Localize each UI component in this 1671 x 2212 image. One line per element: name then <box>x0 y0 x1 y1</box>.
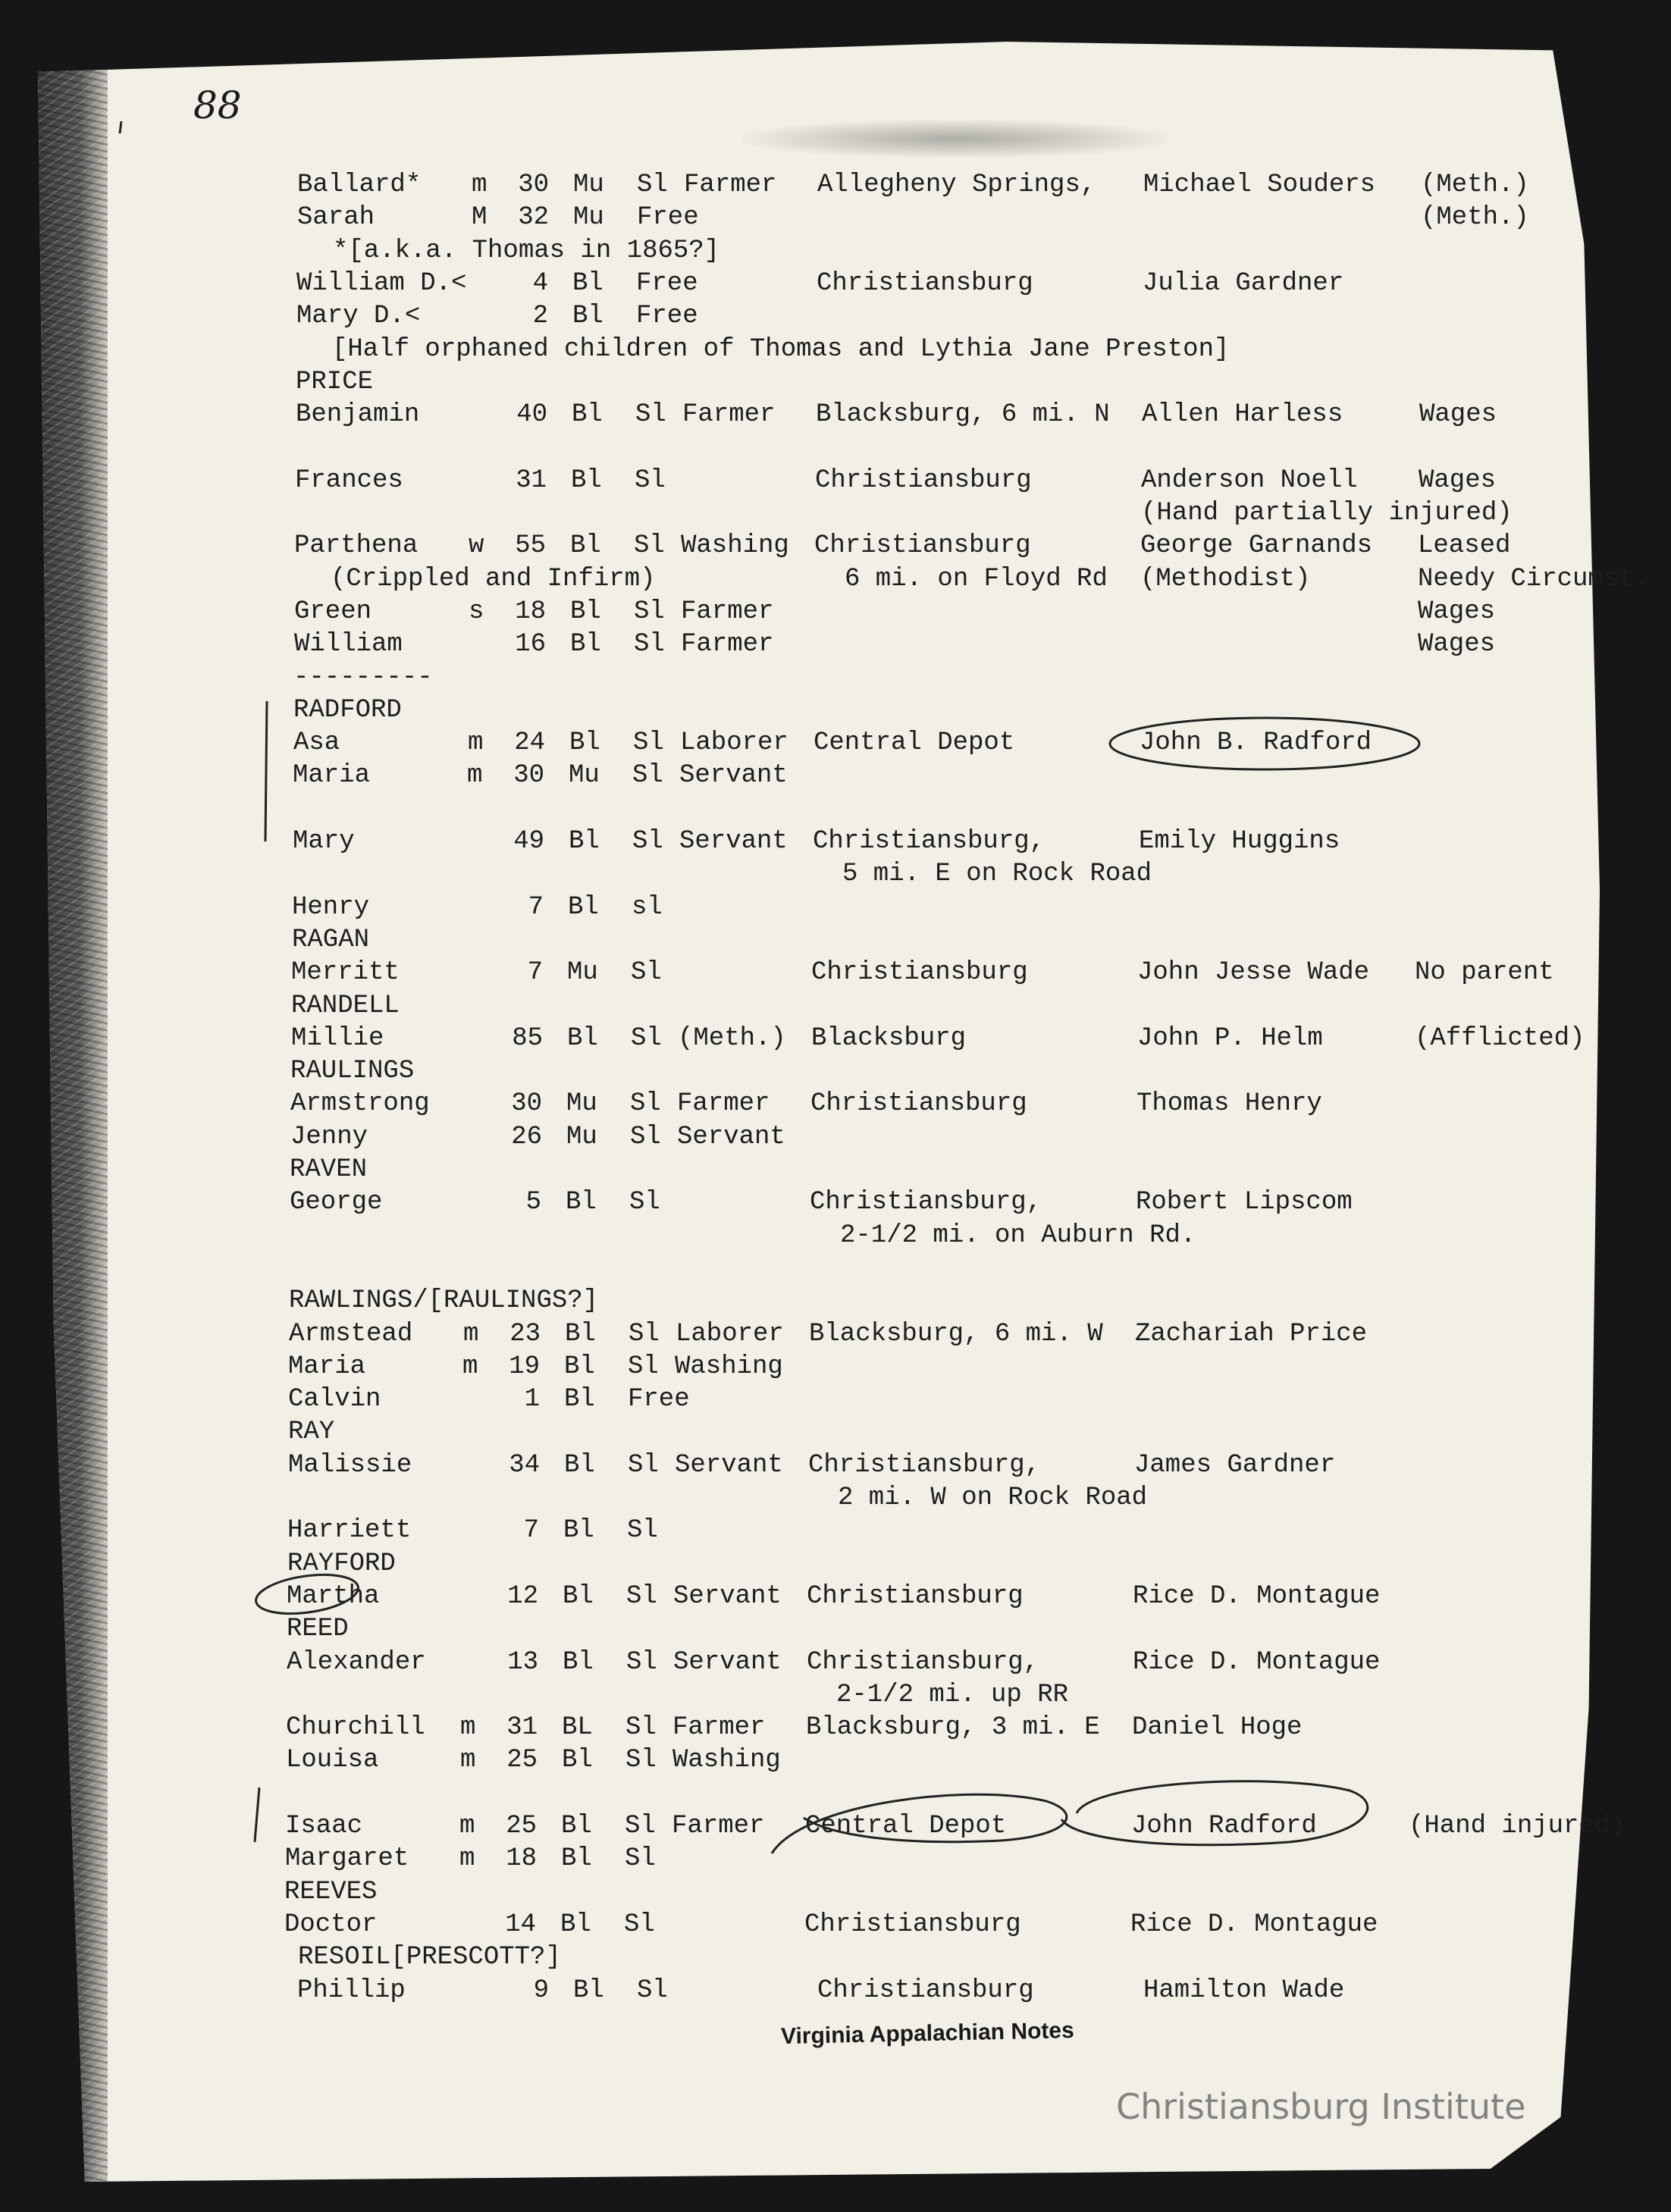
cell-employer: Michael Souders <box>1143 171 1376 199</box>
cell-race: Bl <box>562 1746 593 1775</box>
cell-employer: John Radford <box>1131 1812 1317 1841</box>
cell-name: Martha <box>287 1581 380 1611</box>
cell-place: Blacksburg <box>811 1023 967 1053</box>
cell-place: Blacksburg, 3 mi. E <box>806 1713 1100 1743</box>
cell-note: No parent <box>1415 958 1554 988</box>
cell-age: 7 <box>523 1516 539 1546</box>
cell-race: Mu <box>566 1122 597 1151</box>
cell-place: Christiansburg, <box>807 1647 1039 1677</box>
cell-status: Sl <box>625 1812 656 1841</box>
cell-note: (Meth.) <box>1421 203 1529 233</box>
cell-occ: Farmer <box>681 630 774 660</box>
cell-status: Sl <box>625 1713 657 1743</box>
cell-sex: m <box>460 1746 476 1775</box>
cell-race: Mu <box>567 958 598 988</box>
cell-race: Bl <box>572 302 604 331</box>
cell-place2: 6 mi. on Floyd Rd <box>845 564 1108 594</box>
cell-name: George <box>290 1188 383 1217</box>
cell-race: Bl <box>572 400 603 430</box>
cell-race: Bl <box>564 1385 595 1415</box>
cell-sex: m <box>463 1319 479 1349</box>
cell-place: Christiansburg, <box>813 827 1046 856</box>
footer-title: Virginia Appalachian Notes <box>780 2017 1075 2050</box>
cell-employer: Emily Huggins <box>1139 827 1340 856</box>
cell-status: Sl <box>629 1319 660 1349</box>
cell-status: Sl <box>631 958 662 988</box>
cell-status: Sl <box>626 1581 657 1611</box>
cell-status: Sl <box>634 531 665 561</box>
cell-surname: RAULINGS <box>290 1057 415 1086</box>
cell-note: Wages <box>1419 465 1497 495</box>
cell-age: 40 <box>516 400 547 430</box>
cell-occ: Laborer <box>676 1319 784 1349</box>
cell-age: 12 <box>507 1581 538 1611</box>
cell-age: 18 <box>515 597 546 626</box>
cell-race: Bl <box>570 630 601 660</box>
cell-name: Churchill <box>286 1713 425 1743</box>
cell-place: Christiansburg <box>817 1975 1034 2005</box>
cell-name: Armstead <box>289 1319 413 1349</box>
cell-place: Christiansburg, <box>810 1188 1042 1217</box>
cell-occ: Farmer <box>684 171 777 199</box>
cell-name: Armstrong <box>290 1089 430 1119</box>
cell-race: Bl <box>561 1812 592 1841</box>
cell-age: 2 <box>532 302 548 331</box>
cell-name: Mary D.< <box>296 302 421 331</box>
cell-note: (Hand injured) <box>1409 1812 1626 1841</box>
cell-occ: Washing <box>672 1746 781 1775</box>
cell-sex: w <box>469 531 484 561</box>
cell-employer: Julia Gardner <box>1143 268 1344 298</box>
cell-occ: Servant <box>673 1581 782 1611</box>
cell-name: Benjamin <box>296 400 420 430</box>
cell-surname: RAGAN <box>292 925 370 954</box>
cell-status: Sl <box>635 400 666 430</box>
cell-sex: m <box>459 1844 475 1874</box>
cell-place: Christiansburg <box>810 1089 1027 1119</box>
cell-sex: m <box>460 1713 476 1743</box>
cell-name: Parthena <box>294 531 419 561</box>
john-radford-circle <box>1061 1781 1368 1845</box>
radford-margin-bracket <box>265 701 267 841</box>
cell-name: Henry <box>292 892 370 922</box>
cell-text: *[a.k.a. Thomas in 1865?] <box>333 236 720 265</box>
cell-text: [Half orphaned children of Thomas and Lythia Jane Preston] <box>332 334 1230 364</box>
cell-status: Sl <box>634 630 665 660</box>
cell-age: 7 <box>528 892 544 922</box>
cell-status: Sl <box>634 597 665 626</box>
cell-name: Calvin <box>288 1385 381 1415</box>
cell-race: Bl <box>560 1910 591 1939</box>
cell-status: sl <box>632 892 663 922</box>
cell-status: Sl <box>625 1746 657 1775</box>
cell-name: Mary <box>293 827 355 856</box>
cell-race: Mu <box>566 1089 597 1119</box>
cell-employer: Hamilton Wade <box>1143 1975 1345 2005</box>
cell-place: Blacksburg, 6 mi. W <box>809 1319 1103 1349</box>
cell-age: 18 <box>506 1844 537 1874</box>
cell-occ: Farmer <box>677 1089 770 1119</box>
cell-surname: RAY <box>288 1418 335 1447</box>
cell-surname: REED <box>287 1615 349 1644</box>
cell-occ: Servant <box>679 827 788 856</box>
cell-employer: Rice D. Montague <box>1133 1647 1381 1677</box>
cell-race: Bl <box>572 268 604 298</box>
cell-status: Sl <box>635 465 666 495</box>
cell-surname: RANDELL <box>291 991 400 1020</box>
cell-age: 5 <box>525 1188 541 1217</box>
cell-race: Bl <box>569 827 600 856</box>
cell-status: Sl <box>630 1089 661 1119</box>
cell-race: Bl <box>561 1844 592 1874</box>
cell-sex: m <box>468 728 484 758</box>
cell-race: Mu <box>573 203 604 233</box>
cell-place: Christiansburg <box>814 531 1031 561</box>
cell-surname: RAWLINGS/[RAULINGS?] <box>289 1286 599 1316</box>
cell-note: Wages <box>1418 597 1496 626</box>
cell-status: Sl <box>624 1910 655 1939</box>
cell-age: 4 <box>532 268 548 298</box>
cell-name: Louisa <box>286 1746 379 1775</box>
cell-employer: Thomas Henry <box>1136 1089 1322 1119</box>
cell-sex: m <box>472 171 488 199</box>
cell-place2: 5 mi. E on Rock Road <box>842 860 1152 889</box>
cell-age: 31 <box>506 1713 538 1743</box>
cell-race: Bl <box>571 465 602 495</box>
cell-place: Christiansburg, <box>808 1450 1041 1480</box>
cell-status: Sl <box>632 761 663 791</box>
cell-occ: Servant <box>675 1450 783 1480</box>
cell-status: Sl <box>626 1647 657 1677</box>
cell-surname: RADFORD <box>293 695 402 725</box>
cell-name: Margaret <box>285 1844 409 1874</box>
cell-age: 16 <box>515 630 546 660</box>
cell-sex: M <box>472 203 488 233</box>
cell-age: 85 <box>512 1023 543 1053</box>
cell-age: 24 <box>514 728 545 758</box>
cell-employer: James Gardner <box>1134 1450 1336 1480</box>
cell-name: Alexander <box>287 1647 426 1677</box>
isaac-margin-tick <box>255 1787 259 1842</box>
cell-note: Wages <box>1418 630 1496 660</box>
cell-name: --------- <box>293 663 433 692</box>
cell-text: (Crippled and Infirm) <box>331 564 656 594</box>
cell-name: William <box>294 630 403 660</box>
cell-note: (Meth.) <box>1421 171 1529 199</box>
cell-surname: RAVEN <box>290 1155 368 1184</box>
cell-sex: s <box>469 597 484 626</box>
cell-status: Sl <box>631 1023 662 1053</box>
cell-employer: George Garnands <box>1140 531 1373 561</box>
cell-note: Needy Circumst. <box>1418 564 1651 594</box>
cell-race: Bl <box>564 1450 595 1480</box>
cell-name: Maria <box>293 761 371 791</box>
cell-race: Bl <box>564 1352 595 1381</box>
cell-age: 31 <box>516 465 547 495</box>
cell-place2: 2-1/2 mi. up RR <box>836 1680 1069 1709</box>
cell-note: Wages <box>1419 400 1497 430</box>
cell-name: Asa <box>293 728 340 758</box>
cell-place: Christiansburg <box>807 1581 1024 1611</box>
cell-occ: (Meth.) <box>678 1023 786 1053</box>
cell-race: Bl <box>570 597 601 626</box>
cell-name: Frances <box>295 465 403 495</box>
cell-status: Sl <box>627 1516 658 1546</box>
cell-place2: 2 mi. W on Rock Road <box>838 1484 1148 1512</box>
cell-age: 19 <box>509 1352 540 1381</box>
cell-age: 49 <box>513 827 544 856</box>
cell-race: Bl <box>566 1188 597 1217</box>
cell-place2: 2-1/2 mi. on Auburn Rd. <box>840 1220 1196 1250</box>
cell-status: Free <box>636 302 698 331</box>
cell-race: Bl <box>563 1516 594 1546</box>
cell-employer: Rice D. Montague <box>1133 1581 1381 1611</box>
cell-race: Bl <box>563 1581 594 1611</box>
cell-employer: John P. Helm <box>1137 1023 1323 1053</box>
cell-status: Free <box>628 1385 690 1415</box>
cell-sex: m <box>467 761 483 791</box>
cell-occ: Farmer <box>672 1812 765 1841</box>
cell-occ: Servant <box>673 1647 782 1677</box>
cell-name: Merritt <box>291 958 400 988</box>
cell-age: 1 <box>524 1385 540 1415</box>
cell-name: William D.< <box>296 268 467 298</box>
cell-surname: REEVES <box>284 1877 378 1907</box>
cell-status: Sl <box>628 1450 659 1480</box>
cell-place: Blacksburg, 6 mi. N <box>816 400 1110 430</box>
cell-age: 9 <box>533 1975 549 2005</box>
cell-name: Maria <box>288 1352 366 1381</box>
cell-occ: Farmer <box>681 597 774 626</box>
cell-race: Bl <box>565 1319 596 1349</box>
cell-name: Phillip <box>297 1975 406 2005</box>
cell-name: Jenny <box>290 1122 368 1151</box>
cell-place: Central Depot <box>814 728 1015 758</box>
john-b-radford-circle <box>1110 718 1419 769</box>
cell-employer: John Jesse Wade <box>1137 958 1370 988</box>
cell-occ: Servant <box>677 1122 785 1151</box>
cell-employer: Robert Lipscom <box>1136 1188 1353 1217</box>
cell-race: Bl <box>568 892 599 922</box>
cell-age: 26 <box>511 1122 542 1151</box>
cell-status: Free <box>637 203 699 233</box>
cell-race: Bl <box>563 1647 594 1677</box>
cell-status: Sl <box>628 1352 659 1381</box>
cell-name: Harriett <box>287 1516 412 1546</box>
cell-surname: RAYFORD <box>287 1549 396 1578</box>
cell-occ: Servant <box>679 761 788 791</box>
cell-name: Green <box>294 597 372 626</box>
cell-race: Bl <box>573 1975 604 2005</box>
cell-status: Sl <box>630 1122 661 1151</box>
cell-age: 7 <box>527 958 543 988</box>
cell-employer: Allen Harless <box>1142 400 1343 430</box>
cell-age: 32 <box>518 203 549 233</box>
cell-name: Millie <box>291 1023 384 1053</box>
cell-race: Bl <box>567 1023 598 1053</box>
cell-occ: Farmer <box>672 1713 766 1743</box>
cell-age: 14 <box>505 1910 536 1939</box>
cell-employer: John B. Radford <box>1140 728 1372 758</box>
cell-occ: Washing <box>675 1352 783 1381</box>
cell-age: 30 <box>511 1089 542 1119</box>
cell-age: 34 <box>509 1450 540 1480</box>
cell-race: BL <box>562 1713 593 1743</box>
cell-name: Doctor <box>284 1910 378 1939</box>
cell-place: Christiansburg <box>811 958 1028 988</box>
cell-occ: Laborer <box>680 728 788 758</box>
cell-name: Sarah <box>297 203 375 233</box>
cell-place: Central Depot <box>805 1812 1007 1841</box>
page-number: 88 <box>193 83 242 127</box>
cell-age: 13 <box>507 1647 538 1677</box>
cell-status: Free <box>636 268 698 298</box>
watermark: Christiansburg Institute <box>1116 2086 1526 2127</box>
cell-name: Malissie <box>288 1450 412 1480</box>
cell-status: Sl <box>637 1975 668 2005</box>
cell-place: Christiansburg <box>815 465 1032 495</box>
central-depot-circle <box>772 1794 1067 1853</box>
cell-status: Sl <box>632 827 663 856</box>
cell-sex: m <box>459 1812 475 1841</box>
page-corner-tick <box>120 121 121 133</box>
cell-occ: Washing <box>681 531 789 561</box>
cell-name: Ballard* <box>297 171 422 199</box>
cell-status: Sl <box>633 728 664 758</box>
cell-place: Christiansburg <box>817 268 1033 298</box>
cell-occ: Farmer <box>682 400 776 430</box>
cell-race: Bl <box>570 531 601 561</box>
cell-employer: Zachariah Price <box>1135 1319 1368 1349</box>
cell-sex: m <box>462 1352 478 1381</box>
cell-age: 55 <box>515 531 546 561</box>
cell-surname: RESOIL[PRESCOTT?] <box>298 1943 561 1972</box>
cell-employer: (Methodist) <box>1140 564 1311 594</box>
cell-race: Mu <box>569 761 600 791</box>
cell-race: Bl <box>569 728 600 758</box>
reed-circle <box>253 1569 360 1619</box>
cell-race: Mu <box>573 171 604 199</box>
cell-age: 25 <box>506 1746 538 1775</box>
cell-age: 23 <box>509 1319 541 1349</box>
cell-status: Sl <box>637 171 668 199</box>
cell-status: Sl <box>629 1188 660 1217</box>
cell-age: 30 <box>513 761 544 791</box>
cell-age: 25 <box>506 1812 537 1841</box>
cell-age: 30 <box>518 171 549 199</box>
cell-note: Leased <box>1418 531 1511 561</box>
cell-employer: Anderson Noell <box>1141 465 1358 495</box>
cell-employer: Daniel Hoge <box>1132 1713 1303 1743</box>
cell-employer: Rice D. Montague <box>1130 1910 1378 1939</box>
cell-place: Christiansburg <box>804 1910 1021 1939</box>
cell-place: Allegheny Springs, <box>817 171 1096 199</box>
cell-status: Sl <box>625 1844 656 1874</box>
cell-employer: (Hand partially injured) <box>1141 499 1513 528</box>
cell-name: Isaac <box>285 1812 363 1841</box>
cell-note: (Afflicted) <box>1415 1023 1585 1053</box>
cell-surname: PRICE <box>296 367 374 396</box>
